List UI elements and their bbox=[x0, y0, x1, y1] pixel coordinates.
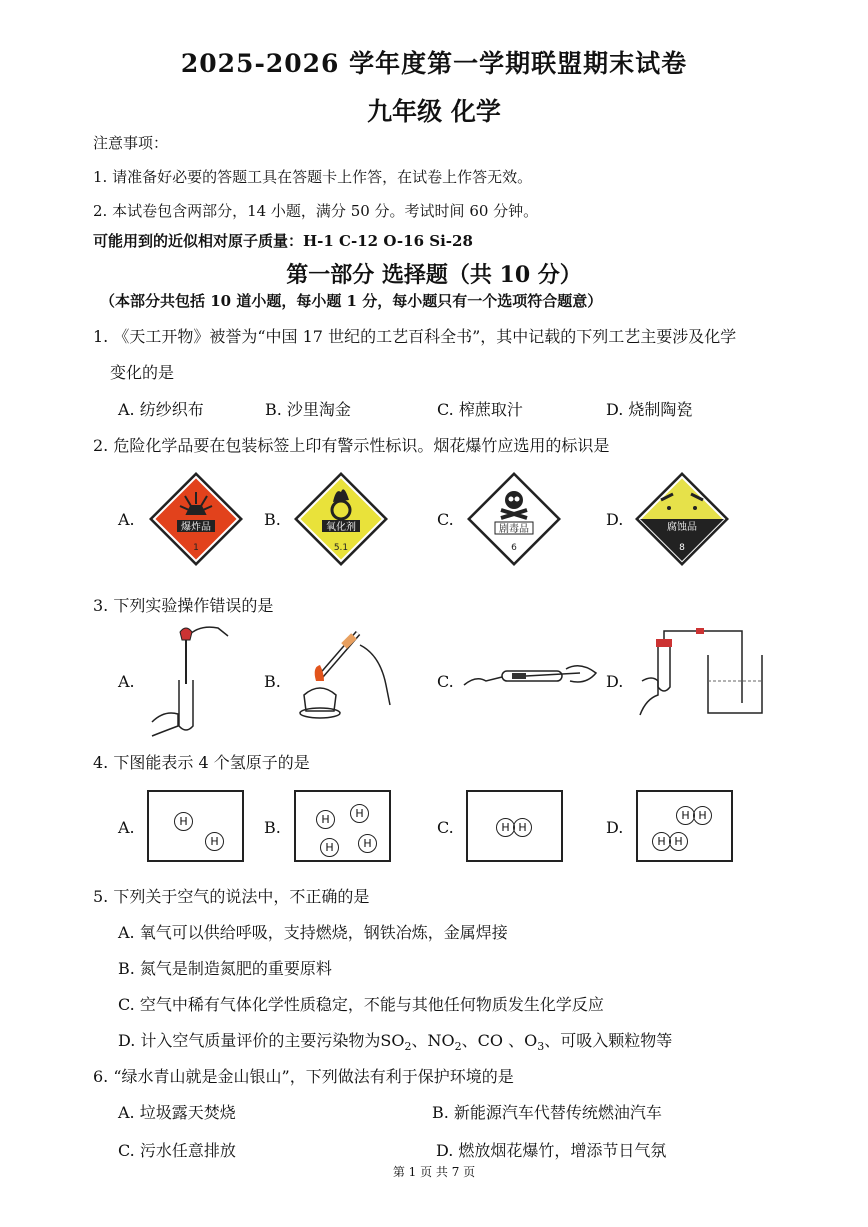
q5-option-d: D. 计入空气质量评价的主要污染物为$SO_2$、$NO_2$、CO 、$O_3$、可吸入颗粒物等 bbox=[118, 1031, 673, 1054]
hydrogen-atom: H bbox=[496, 818, 515, 837]
sign-d-label: 腐蚀品 bbox=[667, 522, 697, 533]
q6-option-d: D. 燃放烟花爆竹，增添节日气氛 bbox=[436, 1141, 667, 1160]
page-number: 第 1 页 共 7 页 bbox=[392, 1165, 476, 1179]
section-note: （本部分共包括 10 道小题，每小题 1 分，每小题只有一个选项符合题意） bbox=[100, 292, 603, 310]
corrosive-sign-icon bbox=[633, 470, 731, 568]
q6-option-b: B. 新能源汽车代替传统燃油汽车 bbox=[432, 1103, 662, 1122]
explosive-sign-icon bbox=[147, 470, 245, 568]
sign-a-label: 爆炸品 bbox=[181, 522, 211, 533]
q3-label-a: A. bbox=[118, 672, 135, 691]
q1-stem-line2: 变化的是 bbox=[110, 363, 175, 382]
q4-box-a bbox=[147, 790, 244, 862]
hydrogen-atom: H bbox=[205, 832, 224, 851]
q3-label-c: C. bbox=[437, 672, 454, 691]
q2-label-d: D. bbox=[606, 510, 624, 529]
heating-illustration-icon bbox=[290, 615, 400, 730]
q4-label-b: B. bbox=[264, 818, 281, 837]
sign-c-label: 剧毒品 bbox=[499, 524, 529, 535]
q3-label-d: D. bbox=[606, 672, 624, 691]
q4-box-c bbox=[466, 790, 563, 862]
sign-b-label: 氧化剂 bbox=[326, 522, 356, 533]
q4-label-d: D. bbox=[606, 818, 624, 837]
dropper-illustration-icon bbox=[146, 618, 236, 738]
q4-label-c: C. bbox=[437, 818, 454, 837]
sign-d-number: 8 bbox=[679, 543, 685, 553]
q3-label-b: B. bbox=[264, 672, 281, 691]
hydrogen-atom: H bbox=[513, 818, 532, 837]
q5-option-c: C. 空气中稀有气体化学性质稳定，不能与其他任何物质发生化学反应 bbox=[118, 995, 604, 1014]
powder-transfer-illustration-icon bbox=[462, 655, 602, 700]
q4-box-d bbox=[636, 790, 733, 862]
q6-stem: 6. “绿水青山就是金山银山”，下列做法有利于保护环境的是 bbox=[93, 1067, 514, 1086]
toxic-sign-icon bbox=[465, 470, 563, 568]
hydrogen-atom: H bbox=[676, 806, 695, 825]
q4-label-a: A. bbox=[118, 818, 135, 837]
hydrogen-atom: H bbox=[316, 810, 335, 829]
airtightness-illustration-icon bbox=[632, 625, 772, 720]
hydrogen-atom: H bbox=[693, 806, 712, 825]
hydrogen-atom: H bbox=[652, 832, 671, 851]
q1-option-b: B. 沙里淘金 bbox=[265, 400, 351, 419]
q1-option-d: D. 烧制陶瓷 bbox=[606, 400, 693, 419]
page-subtitle: 九年级 化学 bbox=[367, 97, 501, 126]
q1-stem-line1: 1. 《天工开物》被誉为“中国 17 世纪的工艺百科全书”，其中记载的下列工艺主要涉及化学 bbox=[93, 327, 737, 346]
q6-option-a: A. 垃圾露天焚烧 bbox=[118, 1103, 236, 1122]
oxidizer-sign-icon bbox=[292, 470, 390, 568]
q3-stem: 3. 下列实验操作错误的是 bbox=[93, 596, 274, 615]
sign-c-number: 6 bbox=[511, 543, 517, 553]
page-title: 2025-2026 学年度第一学期联盟期末试卷 bbox=[180, 49, 688, 78]
q1-option-c: C. 榨蔗取汁 bbox=[437, 400, 523, 419]
hydrogen-atom: H bbox=[669, 832, 688, 851]
q5-stem: 5. 下列关于空气的说法中，不正确的是 bbox=[93, 887, 370, 906]
q4-box-b bbox=[294, 790, 391, 862]
hydrogen-atom: H bbox=[358, 834, 377, 853]
q5-option-b: B. 氮气是制造氮肥的重要原料 bbox=[118, 959, 332, 978]
q2-label-b: B. bbox=[264, 510, 281, 529]
q2-stem: 2. 危险化学品要在包装标签上印有警示性标识。烟花爆竹应选用的标识是 bbox=[93, 436, 610, 455]
q2-label-c: C. bbox=[437, 510, 454, 529]
q1-option-a: A. 纺纱织布 bbox=[118, 400, 204, 419]
hydrogen-atom: H bbox=[320, 838, 339, 857]
q6-option-c: C. 污水任意排放 bbox=[118, 1141, 236, 1160]
sign-a-number: 1 bbox=[193, 543, 199, 553]
notice-heading: 注意事项： bbox=[93, 134, 169, 152]
hydrogen-atom: H bbox=[350, 804, 369, 823]
q5-option-a: A. 氧气可以供给呼吸，支持燃烧，钢铁冶炼，金属焊接 bbox=[118, 923, 508, 942]
sign-b-number: 5.1 bbox=[333, 543, 349, 553]
q2-label-a: A. bbox=[118, 510, 135, 529]
notice-item-2: 2. 本试卷包含两部分，14 小题，满分 50 分。考试时间 60 分钟。 bbox=[93, 202, 539, 220]
notice-item-1: 1. 请准备好必要的答题工具在答题卡上作答，在试卷上作答无效。 bbox=[93, 168, 533, 186]
hydrogen-atom: H bbox=[174, 812, 193, 831]
atomic-masses: 可能用到的近似相对原子质量：H-1 C-12 O-16 Si-28 bbox=[93, 232, 473, 250]
section-title: 第一部分 选择题（共 10 分） bbox=[286, 262, 582, 288]
q4-stem: 4. 下图能表示 4 个氢原子的是 bbox=[93, 753, 310, 772]
